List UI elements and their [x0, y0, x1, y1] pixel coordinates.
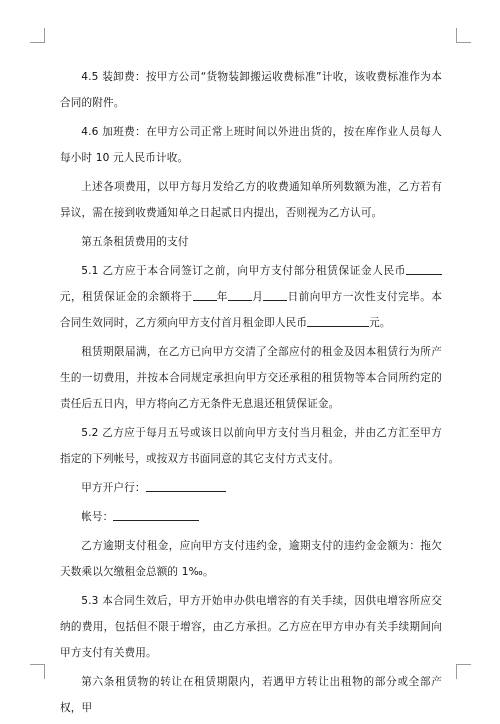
clause-5-1-text-b: 元，租赁保证金的余额将于	[60, 291, 193, 303]
clause-5-3: 5.3 本合同生效后，甲方开始申办供电增容的有关手续，因供电增容所应交纳的费用，包括但不限于增容，由乙方承担。乙方应在甲方申办有关手续期间向甲方支付有关费用。	[60, 595, 442, 659]
day-blank[interactable]	[263, 287, 287, 301]
article-6-heading: 第六条租赁物的转让在租赁期限内，若遇甲方转让出租物的部分或全部产权，甲	[60, 676, 442, 714]
clause-5-1-text-f: 元。	[369, 317, 391, 329]
account-field	[60, 504, 442, 530]
crop-mark-bottom-right	[456, 664, 471, 679]
clause-4-5: 4.5 装卸费：按甲方公司“货物装卸搬运收费标准”计收，该收费标准作为本合同的附件。	[60, 71, 442, 109]
clause-4-6: 4.6 加班费：在甲方公司正常上班时间以外进出货的，按在库作业人员每人每小时 10 元人民币计收。	[60, 126, 442, 164]
crop-mark-top-right	[456, 28, 471, 43]
bank-blank[interactable]	[146, 478, 226, 492]
clause-5-1-text-e: 日前向甲方一次性支付完毕。本合同生效同时，乙方须向甲方支付首月租金即人民币	[60, 291, 442, 329]
late-payment-paragraph: 乙方逾期支付租金，应向甲方支付违约金，逾期支付的违约金金额为：拖欠天数乘以欠缴租金总额的 1‰。	[60, 540, 442, 578]
crop-mark-top-left	[30, 28, 45, 43]
month-blank[interactable]	[228, 287, 252, 301]
year-label: 年	[216, 291, 228, 303]
clause-5-2: 5.2 乙方应于每月五号或该日以前向甲方支付当月租金，并由乙方汇至甲方指定的下列帐号，或按双方书面同意的其它支付方式支付。	[60, 427, 442, 465]
month-label: 月	[251, 291, 264, 303]
crop-mark-bottom-left	[30, 664, 45, 679]
clause-5-1-text-a: 5.1 乙方应于本合同签订之前，向甲方支付部分租赁保证金人民币	[81, 265, 406, 277]
account-blank[interactable]	[113, 507, 199, 521]
bank-field	[60, 475, 442, 501]
article-5-heading: 第五条租赁费用的支付	[81, 236, 189, 248]
clause-5-1	[60, 258, 442, 336]
account-label: 帐号：	[81, 511, 114, 523]
fee-confirmation-paragraph: 上述各项费用，以甲方每月发给乙方的收费通知单所列数额为准，乙方若有异议，需在接到收费通知单之日起贰日内提出，否则视为乙方认可。	[60, 181, 442, 219]
deposit-refund-paragraph: 租赁期限届满，在乙方已向甲方交清了全部应付的租金及因本租赁行为所产生的一切费用，并按本合同规定承担向甲方交还承租的租赁物等本合同所约定的责任后五日内，甲方将向乙方无条件无息退还租赁保证金。	[60, 346, 442, 410]
year-blank[interactable]	[193, 287, 217, 301]
bank-label: 甲方开户行：	[81, 482, 146, 494]
deposit-amount-blank[interactable]	[406, 261, 442, 275]
document-body	[60, 64, 442, 724]
first-month-rent-blank[interactable]	[307, 313, 369, 327]
